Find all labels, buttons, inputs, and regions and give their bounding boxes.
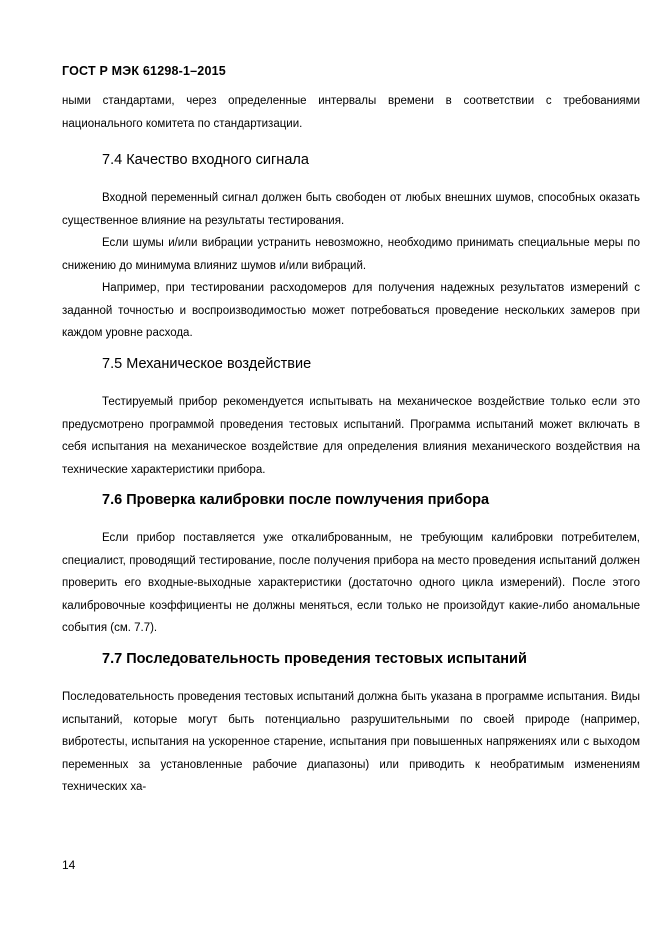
section-title: Последовательность проведения тестовых испытаний — [126, 651, 527, 667]
section-number: 7.4 — [102, 152, 123, 168]
intro-block — [62, 90, 640, 135]
section-title: Проверка калибровки после поwлучения прибора — [126, 492, 490, 508]
section-title: Механическое воздействие — [126, 356, 312, 372]
section-number: 7.7 — [102, 651, 123, 667]
page-number: 14 — [62, 858, 76, 872]
section-7-4 — [62, 150, 640, 345]
paragraph: Если прибор поставляется уже откалиброванным, не требующим калибровки потребителем, специалист, проводящий тестирование, после получения прибора на место проведения испытаний должен проверить его входные-выходные характеристики (достаточно одного цикла измерений). После этого калибровочные коэффициенты не должны меняться, если только не произойдут какие-либо аномальные события (см. 7.7). — [62, 532, 640, 634]
paragraph: Входной переменный сигнал должен быть свободен от любых внешних шумов, способных оказать существенное влияние на результаты тестирования. — [62, 192, 640, 227]
section-7-6 — [62, 490, 640, 640]
section-7-5 — [62, 354, 640, 481]
paragraph: Тестируемый прибор рекомендуется испытывать на механическое воздействие только если это предусмотрено программой проведения тестовых испытаний. Программа испытаний может включать в себя испытания на механическое воздействие для определения влияния механического воздействия на технические характеристики прибора. — [62, 396, 640, 476]
section-number: 7.5 — [102, 356, 123, 372]
section-heading — [62, 490, 640, 510]
section-heading — [62, 354, 640, 374]
paragraph: Если шумы и/или вибрации устранить невозможно, необходимо принимать специальные меры по снижению до минимума влияниz шумов и/или вибраций. — [62, 237, 640, 272]
document-header: ГОСТ Р МЭК 61298-1–2015 — [62, 64, 226, 78]
section-7-7 — [62, 649, 640, 799]
section-number: 7.6 — [102, 492, 123, 508]
section-heading — [62, 150, 640, 170]
section-heading — [62, 649, 640, 669]
paragraph: Последовательность проведения тестовых испытаний должна быть указана в программе испытания. Виды испытаний, которые могут быть потенциально разрушительными по своей природе (например, вибротесты, испытания на ускоренное старение, испытания при повышенных напряжениях или с выходом переменных за установленные рабочие диапазоны) или приводить к необратимым изменениям технических ха- — [62, 691, 640, 793]
section-title: Качество входного сигнала — [126, 152, 309, 168]
intro-paragraph: ными стандартами, через определенные интервалы времени в соответствии с требованиями национального комитета по стандартизации. — [62, 95, 640, 130]
paragraph: Например, при тестировании расходомеров для получения надежных результатов измерений с заданной точностью и воспроизводимостью может потребоваться проведение нескольких замеров при каждом уровне расхода. — [62, 282, 640, 339]
